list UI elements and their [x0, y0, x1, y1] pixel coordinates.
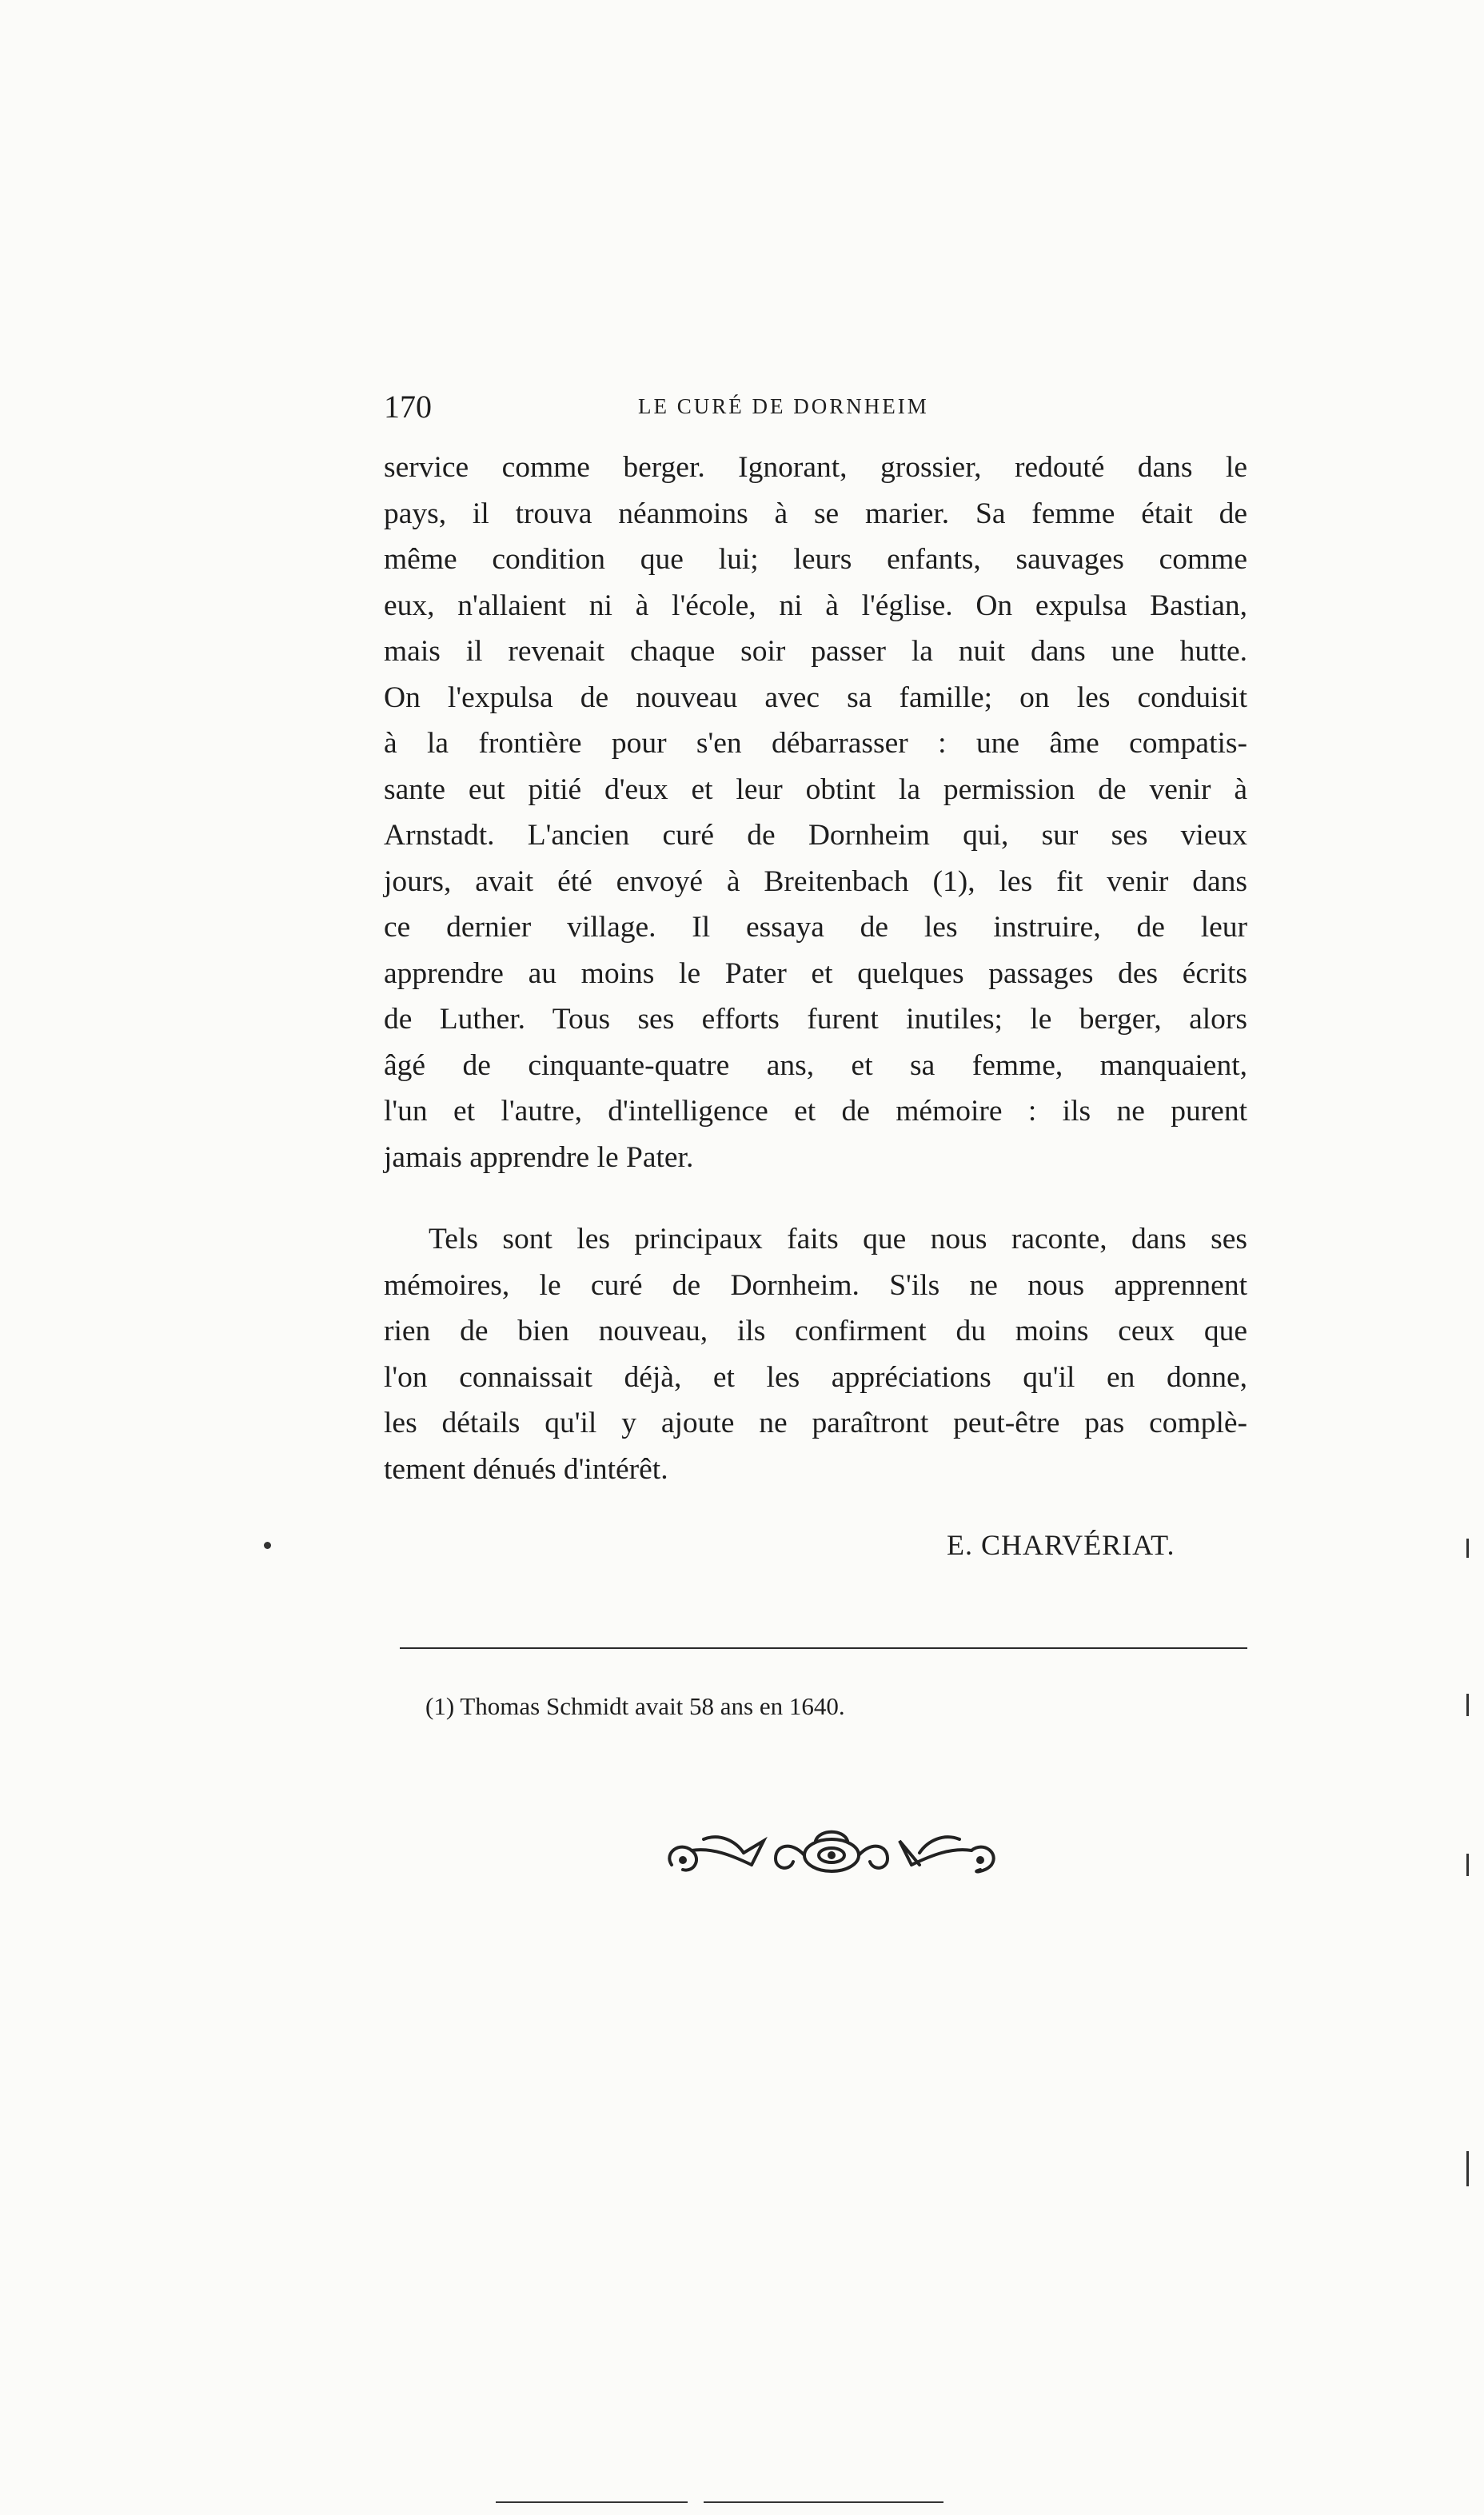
text-line: sante eut pitié d'eux et leur obtint la permission de venir à — [384, 772, 1247, 806]
scan-mark — [704, 2501, 943, 2503]
paragraph-2 — [384, 1216, 1247, 1492]
text-line: jours, avait été envoyé à Breitenbach (1), les fit venir dans — [384, 864, 1247, 898]
page-number: 170 — [384, 389, 432, 425]
text-line: On l'expulsa de nouveau avec sa famille; on les conduisit — [384, 681, 1247, 714]
decorative-vignette-icon — [656, 1809, 1007, 1897]
footnote-rule — [400, 1647, 1247, 1649]
text-line: Arnstadt. L'ancien curé de Dornheim qui, sur ses vieux — [384, 819, 1247, 852]
author-signature: E. CHARVÉRIAT. — [947, 1529, 1175, 1561]
footnote: (1) Thomas Schmidt avait 58 ans en 1640. — [425, 1692, 845, 1720]
running-title: LE CURÉ DE DORNHEIM — [638, 394, 929, 418]
text-line: apprendre au moins le Pater et quelques passages des écrits — [384, 956, 1247, 990]
text-line: rien de bien nouveau, ils confirment du moins ceux que — [384, 1315, 1247, 1347]
text-line: ce dernier village. Il essaya de les instruire, de leur — [384, 911, 1247, 944]
body-text — [384, 445, 1247, 1492]
text-line: les détails qu'il y ajoute ne paraîtront peut-être pas complè- — [384, 1407, 1247, 1439]
scan-mark — [1466, 1539, 1469, 1558]
text-line: l'un et l'autre, d'intelligence et de mémoire : ils ne purent — [384, 1095, 1247, 1128]
text-line: Tels sont les principaux faits que nous raconte, dans ses — [429, 1223, 1247, 1256]
running-head — [384, 387, 1247, 427]
scan-speck — [264, 1542, 271, 1549]
text-line: service comme berger. Ignorant, grossier, redouté dans le — [384, 451, 1247, 484]
scan-mark — [496, 2501, 688, 2503]
text-line: âgé de cinquante-quatre ans, et sa femme, manquaient, — [384, 1048, 1247, 1082]
text-line: à la frontière pour s'en débarrasser : une âme compatis- — [384, 727, 1247, 760]
text-line: pays, il trouva néanmoins à se marier. Sa femme était de — [384, 497, 1247, 530]
text-line: même condition que lui; leurs enfants, sauvages comme — [384, 543, 1247, 576]
text-line: jamais apprendre le Pater. — [384, 1140, 694, 1174]
text-line: l'on connaissait déjà, et les appréciations qu'il en donne, — [384, 1360, 1247, 1394]
paragraph-1 — [384, 445, 1247, 1180]
paragraph-gap — [384, 1180, 1247, 1216]
scan-mark — [1466, 1694, 1469, 1716]
scan-mark — [1466, 2151, 1469, 2186]
text-line: eux, n'allaient ni à l'école, ni à l'église. On expulsa Bastian, — [384, 589, 1247, 622]
text-line: de Luther. Tous ses efforts furent inutiles; le berger, alors — [384, 1003, 1247, 1036]
text-line: mais il revenait chaque soir passer la nuit dans une hutte. — [384, 635, 1247, 668]
text-line: mémoires, le curé de Dornheim. S'ils ne nous apprennent — [384, 1268, 1247, 1302]
text-line: tement dénués d'intérêt. — [384, 1452, 668, 1486]
scan-mark — [1466, 1854, 1469, 1876]
